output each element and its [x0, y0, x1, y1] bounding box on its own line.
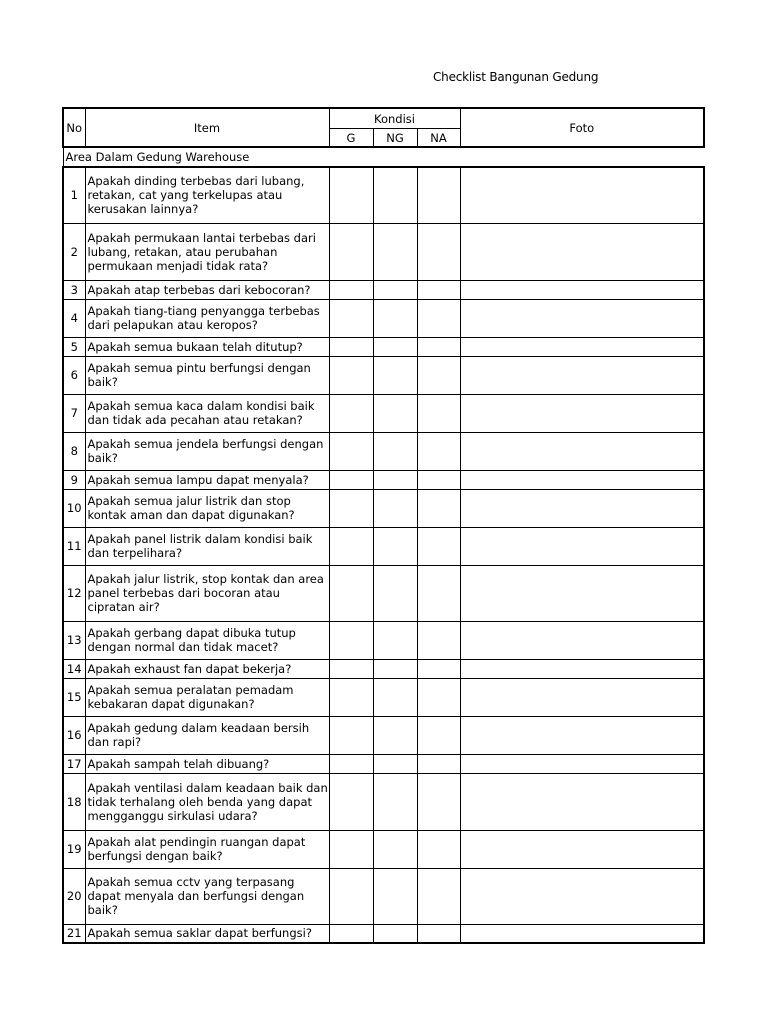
ng-cell[interactable] [373, 924, 417, 943]
row-number: 18 [63, 773, 85, 830]
na-cell[interactable] [417, 280, 460, 299]
na-cell[interactable] [417, 299, 460, 337]
na-cell[interactable] [417, 489, 460, 527]
foto-cell[interactable] [460, 868, 704, 924]
foto-cell[interactable] [460, 754, 704, 773]
g-cell[interactable] [329, 223, 373, 280]
row-number: 11 [63, 527, 85, 565]
foto-cell[interactable] [460, 830, 704, 868]
g-cell[interactable] [329, 621, 373, 659]
row-question: Apakah semua pintu berfungsi dengan baik? [85, 356, 329, 394]
table-row [63, 565, 704, 621]
g-cell[interactable] [329, 167, 373, 223]
g-cell[interactable] [329, 394, 373, 432]
row-question: Apakah exhaust fan dapat bekerja? [85, 659, 329, 678]
foto-cell[interactable] [460, 565, 704, 621]
table-row [63, 527, 704, 565]
ng-cell[interactable] [373, 868, 417, 924]
foto-cell[interactable] [460, 470, 704, 489]
na-cell[interactable] [417, 527, 460, 565]
row-number: 4 [63, 299, 85, 337]
ng-cell[interactable] [373, 394, 417, 432]
table-row [63, 337, 704, 356]
foto-cell[interactable] [460, 773, 704, 830]
ng-cell[interactable] [373, 621, 417, 659]
g-cell[interactable] [329, 299, 373, 337]
g-cell[interactable] [329, 527, 373, 565]
na-cell[interactable] [417, 223, 460, 280]
table-row [63, 924, 704, 943]
foto-cell[interactable] [460, 299, 704, 337]
ng-cell[interactable] [373, 356, 417, 394]
header-item: Item [85, 108, 329, 147]
row-question: Apakah gerbang dapat dibuka tutup dengan normal dan tidak macet? [85, 621, 329, 659]
ng-cell[interactable] [373, 754, 417, 773]
row-question: Apakah dinding terbebas dari lubang, retakan, cat yang terkelupas atau kerusakan lainnya? [85, 167, 329, 223]
na-cell[interactable] [417, 754, 460, 773]
na-cell[interactable] [417, 356, 460, 394]
foto-cell[interactable] [460, 432, 704, 470]
table-row [63, 394, 704, 432]
header-na: NA [417, 129, 460, 148]
row-question: Apakah semua cctv yang terpasang dapat menyala dan berfungsi dengan baik? [85, 868, 329, 924]
table-row [63, 432, 704, 470]
ng-cell[interactable] [373, 167, 417, 223]
na-cell[interactable] [417, 868, 460, 924]
header-foto: Foto [460, 108, 704, 147]
row-question: Apakah jalur listrik, stop kontak dan area panel terbebas dari bocoran atau cipratan air? [85, 565, 329, 621]
row-number: 2 [63, 223, 85, 280]
table-row [63, 223, 704, 280]
row-number: 20 [63, 868, 85, 924]
table-row [63, 716, 704, 754]
na-cell[interactable] [417, 830, 460, 868]
na-cell[interactable] [417, 659, 460, 678]
table-row [63, 830, 704, 868]
na-cell[interactable] [417, 716, 460, 754]
ng-cell[interactable] [373, 659, 417, 678]
row-number: 16 [63, 716, 85, 754]
g-cell[interactable] [329, 868, 373, 924]
row-number: 12 [63, 565, 85, 621]
na-cell[interactable] [417, 924, 460, 943]
checklist-table [62, 107, 705, 944]
row-question: Apakah sampah telah dibuang? [85, 754, 329, 773]
foto-cell[interactable] [460, 394, 704, 432]
g-cell[interactable] [329, 659, 373, 678]
g-cell[interactable] [329, 470, 373, 489]
foto-cell[interactable] [460, 356, 704, 394]
header-no: No [63, 108, 85, 147]
na-cell[interactable] [417, 394, 460, 432]
foto-cell[interactable] [460, 527, 704, 565]
ng-cell[interactable] [373, 830, 417, 868]
row-number: 10 [63, 489, 85, 527]
table-row [63, 678, 704, 716]
row-number: 7 [63, 394, 85, 432]
table-row [63, 280, 704, 299]
g-cell[interactable] [329, 830, 373, 868]
row-number: 5 [63, 337, 85, 356]
g-cell[interactable] [329, 337, 373, 356]
g-cell[interactable] [329, 356, 373, 394]
ng-cell[interactable] [373, 527, 417, 565]
row-question: Apakah atap terbebas dari kebocoran? [85, 280, 329, 299]
na-cell[interactable] [417, 167, 460, 223]
g-cell[interactable] [329, 489, 373, 527]
row-question: Apakah semua peralatan pemadam kebakaran dapat digunakan? [85, 678, 329, 716]
g-cell[interactable] [329, 773, 373, 830]
row-question: Apakah tiang-tiang penyangga terbebas dari pelapukan atau keropos? [85, 299, 329, 337]
table-row [63, 299, 704, 337]
row-question: Apakah semua saklar dapat berfungsi? [85, 924, 329, 943]
row-question: Apakah alat pendingin ruangan dapat berfungsi dengan baik? [85, 830, 329, 868]
na-cell[interactable] [417, 470, 460, 489]
row-number: 15 [63, 678, 85, 716]
g-cell[interactable] [329, 716, 373, 754]
ng-cell[interactable] [373, 299, 417, 337]
row-question: Apakah semua lampu dapat menyala? [85, 470, 329, 489]
foto-cell[interactable] [460, 621, 704, 659]
g-cell[interactable] [329, 280, 373, 299]
na-cell[interactable] [417, 621, 460, 659]
row-number: 8 [63, 432, 85, 470]
ng-cell[interactable] [373, 280, 417, 299]
ng-cell[interactable] [373, 565, 417, 621]
table-row [63, 868, 704, 924]
g-cell[interactable] [329, 432, 373, 470]
na-cell[interactable] [417, 337, 460, 356]
section-label: Area Dalam Gedung Warehouse [63, 147, 373, 167]
ng-cell[interactable] [373, 773, 417, 830]
row-number: 13 [63, 621, 85, 659]
foto-cell[interactable] [460, 337, 704, 356]
table-row [63, 470, 704, 489]
header-g: G [329, 129, 373, 148]
na-cell[interactable] [417, 432, 460, 470]
row-number: 19 [63, 830, 85, 868]
row-number: 17 [63, 754, 85, 773]
row-question: Apakah semua kaca dalam kondisi baik dan tidak ada pecahan atau retakan? [85, 394, 329, 432]
foto-cell[interactable] [460, 924, 704, 943]
row-question: Apakah semua jendela berfungsi dengan baik? [85, 432, 329, 470]
na-cell[interactable] [417, 565, 460, 621]
table-row [63, 167, 704, 223]
document-title: Checklist Bangunan Gedung [433, 70, 599, 84]
table-row [63, 621, 704, 659]
foto-cell[interactable] [460, 167, 704, 223]
foto-cell[interactable] [460, 489, 704, 527]
foto-cell[interactable] [460, 280, 704, 299]
row-number: 1 [63, 167, 85, 223]
row-number: 3 [63, 280, 85, 299]
row-question: Apakah permukaan lantai terbebas dari lubang, retakan, atau perubahan permukaan menjadi tidak rata? [85, 223, 329, 280]
row-number: 6 [63, 356, 85, 394]
ng-cell[interactable] [373, 716, 417, 754]
ng-cell[interactable] [373, 489, 417, 527]
ng-cell[interactable] [373, 223, 417, 280]
row-question: Apakah semua bukaan telah ditutup? [85, 337, 329, 356]
na-cell[interactable] [417, 678, 460, 716]
row-number: 21 [63, 924, 85, 943]
g-cell[interactable] [329, 754, 373, 773]
row-number: 14 [63, 659, 85, 678]
foto-cell[interactable] [460, 716, 704, 754]
g-cell[interactable] [329, 924, 373, 943]
na-cell[interactable] [417, 773, 460, 830]
table-row [63, 659, 704, 678]
row-number: 9 [63, 470, 85, 489]
ng-cell[interactable] [373, 337, 417, 356]
table-row [63, 489, 704, 527]
g-cell[interactable] [329, 678, 373, 716]
table-row [63, 754, 704, 773]
row-question: Apakah semua jalur listrik dan stop kontak aman dan dapat digunakan? [85, 489, 329, 527]
row-question: Apakah gedung dalam keadaan bersih dan rapi? [85, 716, 329, 754]
ng-cell[interactable] [373, 678, 417, 716]
foto-cell[interactable] [460, 659, 704, 678]
g-cell[interactable] [329, 565, 373, 621]
table-row [63, 773, 704, 830]
section-blank [373, 147, 704, 167]
foto-cell[interactable] [460, 678, 704, 716]
row-question: Apakah panel listrik dalam kondisi baik dan terpelihara? [85, 527, 329, 565]
row-question: Apakah ventilasi dalam keadaan baik dan tidak terhalang oleh benda yang dapat mengganggu sirkulasi udara? [85, 773, 329, 830]
foto-cell[interactable] [460, 223, 704, 280]
ng-cell[interactable] [373, 470, 417, 489]
ng-cell[interactable] [373, 432, 417, 470]
header-kondisi: Kondisi [329, 108, 460, 129]
table-row [63, 356, 704, 394]
header-ng: NG [373, 129, 417, 148]
